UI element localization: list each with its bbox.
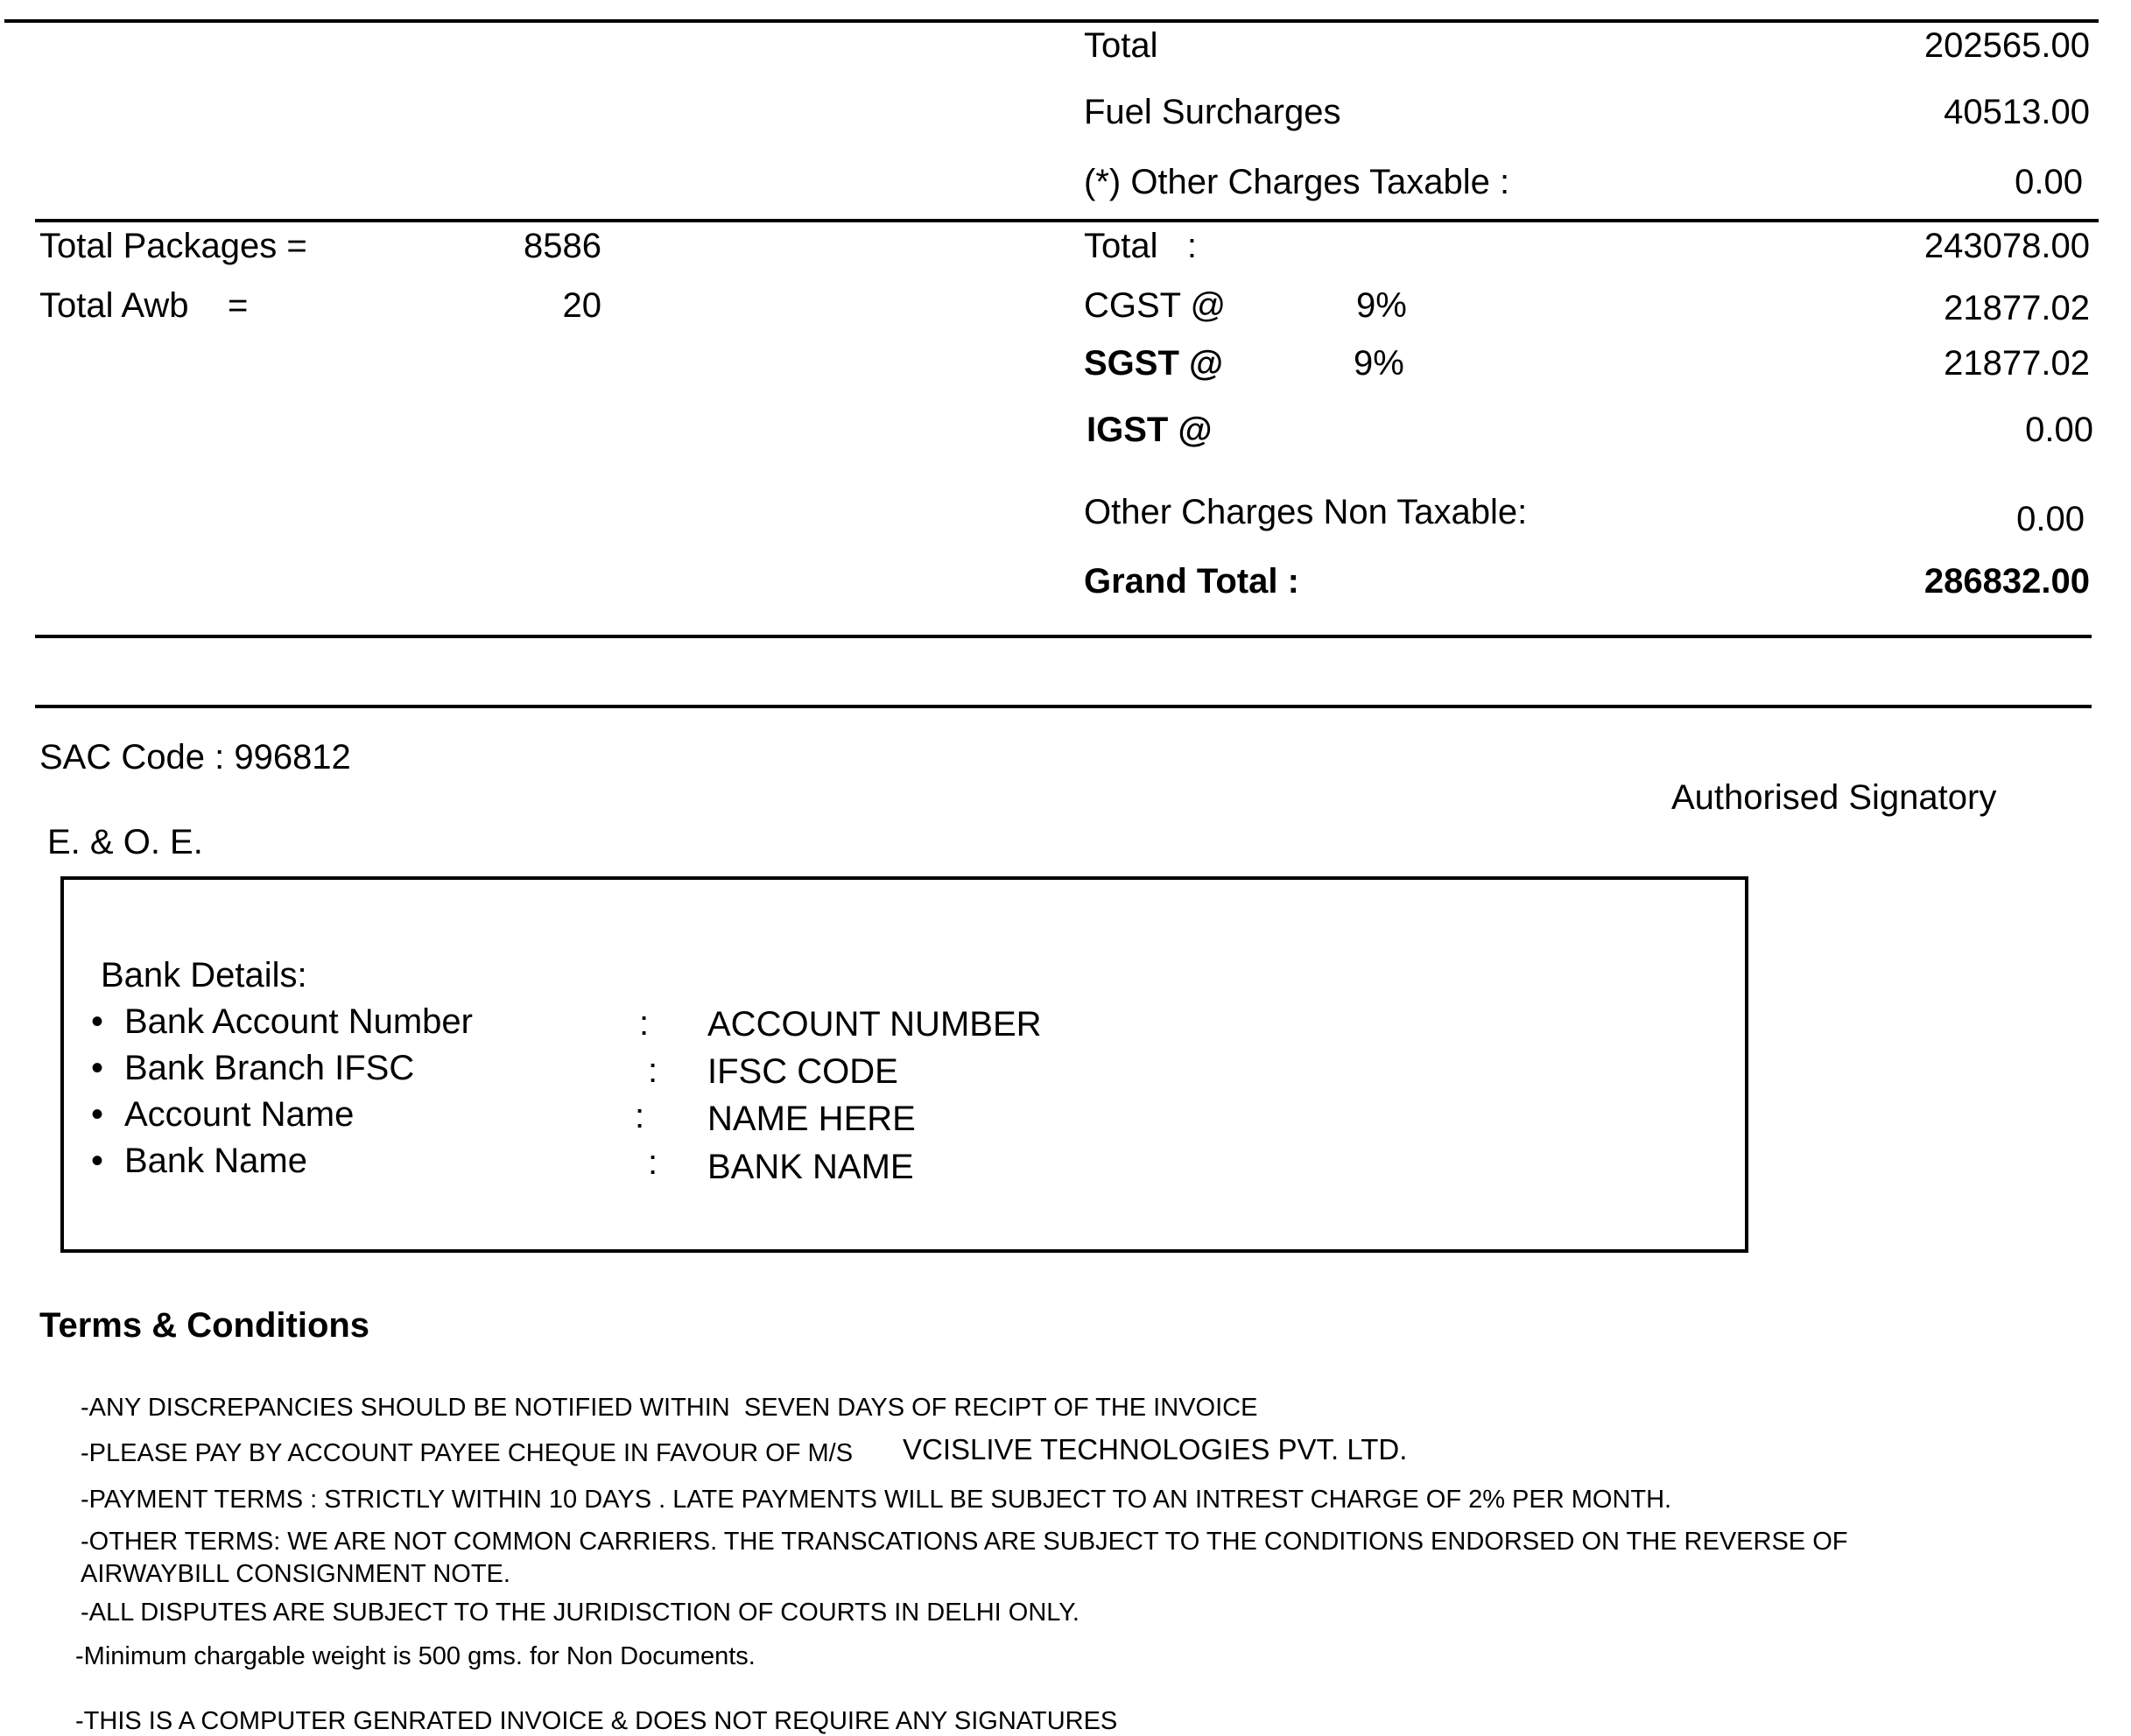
terms-line: -THIS IS A COMPUTER GENRATED INVOICE & DOES NOT REQUIRE ANY SIGNATURES [75, 1707, 1118, 1735]
sac-code: SAC Code : 996812 [39, 738, 351, 777]
payee-company-name: VCISLIVE TECHNOLOGIES PVT. LTD. [903, 1433, 1408, 1465]
other-charges-non-taxable-value: 0.00 [2016, 500, 2085, 538]
sgst-label: SGST @ [1084, 344, 1224, 383]
top-rule [4, 19, 2099, 23]
bank-account-number-label: • Bank Account Number [124, 1002, 473, 1042]
other-charges-taxable-label: (*) Other Charges Taxable : [1084, 163, 1510, 201]
total2-label: Total : [1084, 227, 1197, 265]
terms-title: Terms & Conditions [39, 1306, 370, 1345]
cgst-rate: 9% [1356, 286, 1407, 325]
terms-line: -PAYMENT TERMS : STRICTLY WITHIN 10 DAYS . LATE PAYMENTS WILL BE SUBJECT TO AN INTREST CHARGE OF 2% PER MONTH. [81, 1486, 1672, 1514]
other-charges-non-taxable-label: Other Charges Non Taxable: [1084, 493, 1528, 531]
terms-line: -PLEASE PAY BY ACCOUNT PAYEE CHEQUE IN FAVOUR OF M/S [81, 1439, 854, 1467]
bank-name-value: BANK NAME [707, 1148, 914, 1186]
bank-name-sep: : [648, 1143, 658, 1182]
bank-branch-ifsc-label: • Bank Branch IFSC [124, 1049, 414, 1088]
terms-line: -OTHER TERMS: WE ARE NOT COMMON CARRIERS. THE TRANSCATIONS ARE SUBJECT TO THE CONDITIONS ENDORSED ON THE REVERSE OF [81, 1528, 1848, 1556]
other-charges-taxable-value: 0.00 [2015, 163, 2083, 201]
bank-branch-ifsc-value: IFSC CODE [707, 1052, 898, 1091]
authorised-signatory: Authorised Signatory [1671, 778, 1997, 817]
terms-line: -Minimum chargable weight is 500 gms. for Non Documents. [75, 1642, 756, 1670]
igst-label: IGST @ [1087, 411, 1213, 449]
terms-line: -ALL DISPUTES ARE SUBJECT TO THE JURIDISCTION OF COURTS IN DELHI ONLY. [81, 1599, 1080, 1627]
grand-total-value: 286832.00 [1924, 562, 2090, 601]
eoe-note: E. & O. E. [47, 823, 203, 861]
fuel-surcharges-value: 40513.00 [1944, 93, 2090, 131]
total-value: 202565.00 [1924, 26, 2090, 65]
account-name-sep: : [635, 1097, 645, 1135]
bank-details-title: Bank Details: [101, 956, 307, 995]
grand-total-rule [35, 635, 2092, 638]
terms-line: AIRWAYBILL CONSIGNMENT NOTE. [81, 1560, 510, 1588]
total-packages-value: 8586 [524, 227, 601, 265]
fuel-surcharges-label: Fuel Surcharges [1084, 93, 1341, 131]
account-name-value: NAME HERE [707, 1100, 916, 1138]
grand-total-label: Grand Total : [1084, 562, 1299, 601]
bank-account-number-value: ACCOUNT NUMBER [707, 1005, 1042, 1044]
bank-account-number-sep: : [639, 1004, 650, 1043]
total2-value: 243078.00 [1924, 227, 2090, 265]
section-divider-rule [35, 705, 2092, 708]
total-label: Total [1084, 26, 1158, 65]
terms-line: -ANY DISCREPANCIES SHOULD BE NOTIFIED WITHIN SEVEN DAYS OF RECIPT OF THE INVOICE [81, 1394, 1258, 1422]
cgst-label: CGST @ [1084, 286, 1227, 325]
account-name-label: • Account Name [124, 1095, 354, 1135]
total-packages-label: Total Packages = [39, 227, 307, 265]
sgst-value: 21877.02 [1944, 344, 2090, 383]
total-awb-label: Total Awb = [39, 286, 249, 325]
cgst-value: 21877.02 [1944, 289, 2090, 327]
bank-name-label: • Bank Name [124, 1142, 307, 1181]
igst-value: 0.00 [2025, 411, 2093, 449]
bank-branch-ifsc-sep: : [648, 1051, 658, 1090]
subtotal-rule [35, 219, 2099, 222]
total-awb-value: 20 [562, 286, 601, 325]
sgst-rate: 9% [1354, 344, 1404, 383]
